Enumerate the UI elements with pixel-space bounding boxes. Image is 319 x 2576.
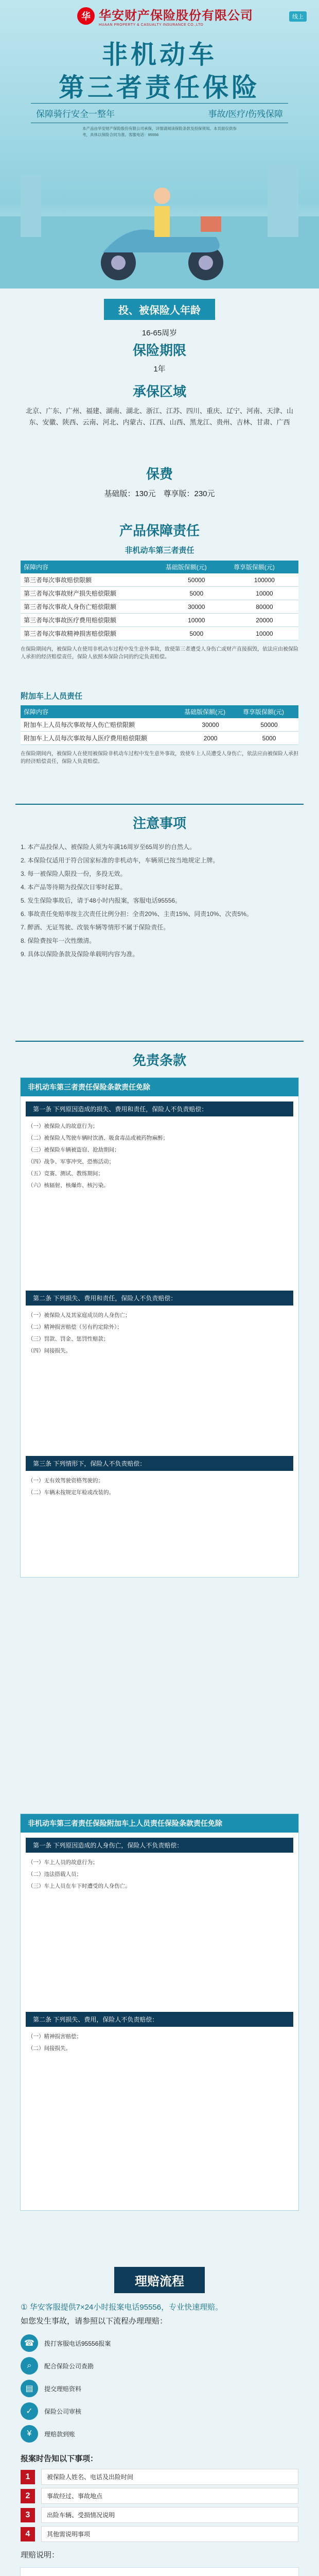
notice-item: 1. 本产品投保人、被保险人须为年满16周岁至65周岁的自然人。 bbox=[21, 843, 196, 851]
exclusion-item: （三）罚款、罚金、惩罚性赔款； bbox=[28, 1336, 109, 1342]
cell: 2000 bbox=[181, 732, 240, 745]
cell: 30000 bbox=[163, 600, 231, 614]
addon-note: 在保险期间内，被保险人在使用被保险非机动车过程中发生意外事故，致使车上人员遭受人身伤亡，依法应由被保险人承担的经济赔偿责任，保险人负责赔偿。 bbox=[21, 751, 298, 765]
material-text: 事故经过、事故地点 bbox=[41, 2488, 298, 2504]
table-row bbox=[21, 732, 298, 745]
notice-item: 9. 具体以保险条款及保险单载明内容为准。 bbox=[21, 951, 139, 958]
material-text: 出险车辆、受损情况说明 bbox=[41, 2507, 298, 2523]
period-section bbox=[0, 340, 319, 374]
cell: 50000 bbox=[163, 573, 231, 587]
spacer bbox=[21, 1358, 298, 1451]
cell: 5000 bbox=[163, 587, 231, 600]
exclusion-item: （一）被保险人的故意行为； bbox=[28, 1123, 98, 1129]
liability-table-title: 非机动车第三者责任 bbox=[125, 546, 194, 555]
notice-title: 注意事项 bbox=[132, 816, 186, 831]
exclusion-item: （五）竞赛、测试、教练期间； bbox=[28, 1171, 103, 1177]
cell: 第三者每次事故医疗费用赔偿限额 bbox=[21, 614, 163, 627]
spacer bbox=[21, 1500, 298, 1577]
cell: 10000 bbox=[163, 614, 231, 627]
hero-notice: 本产品由华安财产保险股份有限公司承保，详情请阅读保险条款及投保须知。本页面仅供参考，具体以保险合同为准。客服电话：95556 bbox=[82, 126, 237, 137]
notice-item: 4. 本产品等待期为投保次日零时起算。 bbox=[21, 884, 127, 891]
notice-item: 3. 每一被保险人限投一份，多投无效。 bbox=[21, 870, 127, 877]
premium-section bbox=[0, 464, 319, 499]
claim-step bbox=[21, 2334, 298, 2352]
exclusion-part-3: 第三条 下列情形下，保险人不负责赔偿： bbox=[26, 1456, 293, 1471]
claim-step-text: 拨打客服电话95556报案 bbox=[44, 2340, 111, 2347]
liab-header-2: 尊享版保额(元) bbox=[231, 561, 298, 573]
exclusion-card-1 bbox=[20, 1077, 299, 1578]
exclusion-part-1: 第一条 下列原因造成的损失、费用和责任，保险人不负责赔偿： bbox=[26, 1101, 293, 1116]
exclusion-section bbox=[0, 1041, 319, 1578]
liability-section bbox=[0, 520, 319, 661]
scooter-illustration bbox=[0, 155, 319, 289]
slogan-left: 保障骑行安全一整年 bbox=[36, 109, 115, 119]
exclusion-section-2 bbox=[0, 1814, 319, 2211]
addon-header-0: 保障内容 bbox=[21, 705, 181, 718]
addon-section bbox=[0, 690, 319, 766]
addon-header-1: 基础版保额(元) bbox=[181, 705, 240, 718]
exclusion-item: （二）被保险人驾驶车辆时饮酒、吸食毒品或被药物麻醉； bbox=[28, 1135, 168, 1141]
exclusion-card-2-header: 非机动车第三者责任保险附加车上人员责任保险条款责任免除 bbox=[21, 1814, 298, 1833]
exclusion-card-1-header: 非机动车第三者责任保险条款责任免除 bbox=[21, 1078, 298, 1096]
cell: 附加车上人员每次事故每人伤亡赔偿限额 bbox=[21, 718, 181, 732]
exclusion-item: （二）车辆未按规定年检或改装的。 bbox=[28, 1489, 114, 1496]
cell: 第三者每次事故精神损害赔偿限额 bbox=[21, 627, 163, 640]
material-row bbox=[21, 2507, 298, 2523]
cell: 附加车上人员每次事故每人医疗费用赔偿限额 bbox=[21, 732, 181, 745]
period-value: 1年 bbox=[153, 365, 166, 374]
table-row bbox=[21, 718, 298, 732]
check-icon: ✓ bbox=[21, 2402, 38, 2420]
number-badge: 2 bbox=[21, 2489, 35, 2503]
table-row bbox=[21, 614, 298, 627]
claim-sub: 如您发生事故，请参照以下流程办理理赔： bbox=[21, 2317, 168, 2326]
spacer bbox=[21, 1193, 298, 1285]
claim-title: 理赔流程 bbox=[114, 2267, 205, 2293]
product-title-line1: 非机动车 bbox=[102, 40, 217, 69]
exclusion-item: （二）精神损害赔偿（另有约定除外）； bbox=[28, 1324, 122, 1330]
cell: 第三者每次事故财产损失赔偿限额 bbox=[21, 587, 163, 600]
number-badge: 4 bbox=[21, 2527, 35, 2541]
table-row bbox=[21, 627, 298, 640]
cell: 20000 bbox=[231, 614, 298, 627]
table-row bbox=[21, 587, 298, 600]
exclusion2-part-2: 第二条 下列损失、费用，保险人不负责赔偿： bbox=[26, 2012, 293, 2027]
divider bbox=[15, 1041, 304, 1042]
material-text: 被保险人姓名、电话及出险时间 bbox=[41, 2469, 298, 2485]
liability-table bbox=[21, 561, 298, 640]
claim-step-text: 保险公司审核 bbox=[44, 2408, 82, 2415]
cell: 30000 bbox=[181, 718, 240, 732]
liability-banner: 产品保障责任 bbox=[119, 523, 200, 538]
age-section bbox=[0, 299, 319, 338]
cell: 第三者每次事故赔偿限额 bbox=[21, 573, 163, 587]
material-row bbox=[21, 2526, 298, 2542]
cell: 5000 bbox=[163, 627, 231, 640]
spacer bbox=[21, 1893, 298, 2007]
claim-section bbox=[0, 2267, 319, 2576]
exclusion-item: （一）无有效驾驶资格驾驶的； bbox=[28, 1478, 103, 1484]
cell: 80000 bbox=[231, 600, 298, 614]
exclusion-item: （一）被保险人及其家庭成员的人身伤亡； bbox=[28, 1312, 131, 1318]
product-title-line2: 第三者责任保险 bbox=[59, 73, 260, 102]
claim-step-text: 配合保险公司查勘 bbox=[44, 2362, 94, 2370]
claim-step bbox=[21, 2357, 298, 2375]
claim-intro: ① 华安客服提供7×24小时报案电话95556，专业快速理赔。 bbox=[21, 2303, 223, 2312]
addon-table bbox=[21, 705, 298, 745]
cell: 50000 bbox=[240, 718, 298, 732]
search-icon: ⌕ bbox=[21, 2357, 38, 2375]
addon-header-2: 尊享版保额(元) bbox=[240, 705, 298, 718]
hero-section bbox=[0, 0, 319, 289]
liab-header-1: 基础版保额(元) bbox=[163, 561, 231, 573]
liability-note: 在保险期间内，被保险人在使用非机动车过程中发生意外事故，致使第三者遭受人身伤亡或财产直接损毁，依法应由被保险人承担的经济赔偿责任，保险人依照本保险合同的约定负责赔偿。 bbox=[21, 647, 298, 660]
premium-title: 保费 bbox=[146, 466, 173, 482]
cell: 100000 bbox=[231, 573, 298, 587]
claim-step-text: 理赔款到账 bbox=[44, 2430, 76, 2438]
exclusion-item: （三）被保险车辆被盗窃、抢劫期间； bbox=[28, 1147, 120, 1153]
claim-tip-box bbox=[20, 2567, 299, 2576]
material-text: 其他需说明事项 bbox=[41, 2526, 298, 2542]
slogan-bar bbox=[31, 103, 288, 123]
notice-item: 5. 发生保险事故后，请于48小时内报案，客服电话95556。 bbox=[21, 897, 182, 904]
exclusion-item: （二）间接损失。 bbox=[28, 2045, 71, 2052]
exclusion-item: （四）战争、军事冲突、恐怖活动； bbox=[28, 1159, 114, 1165]
exclusion-part-2: 第二条 下列损失、费用和责任，保险人不负责赔偿： bbox=[26, 1291, 293, 1306]
company-name-en: HUAAN PROPERTY & CASUALTY INSURANCE CO.,LTD bbox=[99, 23, 204, 27]
claim-tip: 理赔说明： bbox=[21, 2551, 60, 2560]
claim-step bbox=[21, 2380, 298, 2397]
exclusion-item: （六）核辐射、核爆炸、核污染。 bbox=[28, 1182, 109, 1189]
online-tag: 线上 bbox=[289, 11, 307, 22]
exclusion-item: （一）车上人员的故意行为； bbox=[28, 1859, 98, 1866]
region-text: 北京、广东、广州、福建、湖南、湖北、浙江、江苏、四川、重庆、辽宁、河南、天津、山东、安徽、陕西、云南、河北、内蒙古、江西、山西、黑龙江、贵州、吉林、甘肃、广西 bbox=[25, 407, 293, 426]
notice-item: 7. 醉酒、无证驾驶、改装车辆等情形不属于保险责任。 bbox=[21, 924, 170, 931]
exclusion-title: 免责条款 bbox=[132, 1053, 186, 1068]
money-icon: ¥ bbox=[21, 2425, 38, 2443]
spacer bbox=[21, 2056, 298, 2210]
region-title: 承保区域 bbox=[132, 384, 186, 399]
cell: 第三者每次事故人身伤亡赔偿限额 bbox=[21, 600, 163, 614]
material-row bbox=[21, 2469, 298, 2485]
material-row bbox=[21, 2488, 298, 2504]
exclusion-item: （一）精神损害赔偿； bbox=[28, 2033, 82, 2040]
slogan-right: 事故/医疗/伤残保障 bbox=[208, 109, 283, 119]
exclusion-item: （二）违法搭载人员； bbox=[28, 1871, 82, 1877]
company-name: 华安财产保险股份有限公司 bbox=[99, 9, 253, 23]
document-icon: ▤ bbox=[21, 2380, 38, 2397]
company-logo: 华 bbox=[77, 7, 95, 25]
cell: 10000 bbox=[231, 627, 298, 640]
exclusion-card-2 bbox=[20, 1814, 299, 2211]
claim-step-text: 提交理赔资料 bbox=[44, 2385, 82, 2393]
materials-title: 报案时告知以下事项： bbox=[21, 2454, 98, 2463]
number-badge: 1 bbox=[21, 2470, 35, 2484]
number-badge: 3 bbox=[21, 2508, 35, 2522]
cell: 10000 bbox=[231, 587, 298, 600]
addon-title: 附加车上人员责任 bbox=[21, 692, 83, 701]
exclusion-item: （三）车上人员在车下时遭受的人身伤亡。 bbox=[28, 1883, 131, 1889]
premium-text: 基础版：130元 尊享版：230元 bbox=[104, 489, 215, 498]
exclusion-item: （四）间接损失。 bbox=[28, 1348, 71, 1354]
period-title: 保险期限 bbox=[132, 343, 186, 358]
claim-step bbox=[21, 2402, 298, 2420]
notice-item: 2. 本保险仅适用于符合国家标准的非机动车，车辆须已按当地规定上牌。 bbox=[21, 857, 219, 864]
region-section bbox=[0, 381, 319, 428]
age-value: 16-65周岁 bbox=[141, 329, 178, 337]
liab-header-0: 保障内容 bbox=[21, 561, 163, 573]
notice-item: 6. 事故责任免赔率按主次责任比例分担：全责20%、主责15%、同责10%、次责5%。 bbox=[21, 910, 253, 918]
cell: 5000 bbox=[240, 732, 298, 745]
table-row bbox=[21, 600, 298, 614]
divider bbox=[15, 804, 304, 805]
phone-icon: ☎ bbox=[21, 2334, 38, 2352]
age-banner: 投、被保险人年龄 bbox=[104, 299, 215, 320]
notice-list bbox=[21, 840, 298, 961]
claim-step bbox=[21, 2425, 298, 2443]
notice-section bbox=[0, 804, 319, 961]
exclusion2-part-1: 第一条 下列原因造成的人身伤亡，保险人不负责赔偿： bbox=[26, 1838, 293, 1853]
notice-item: 8. 保险费按年一次性缴清。 bbox=[21, 937, 96, 944]
brand-header bbox=[77, 5, 253, 27]
table-row bbox=[21, 573, 298, 587]
